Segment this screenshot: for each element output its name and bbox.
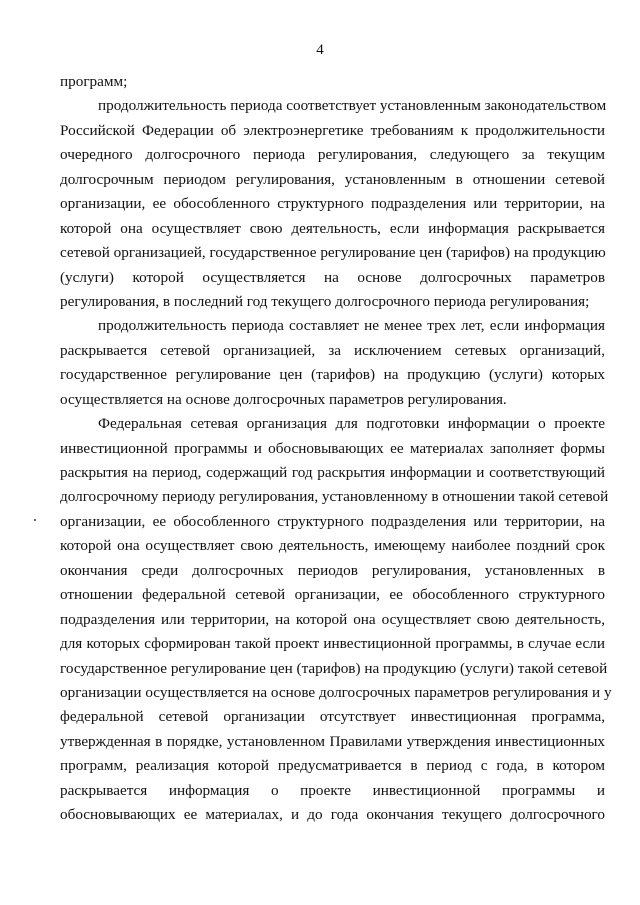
text-line: раскрывается сетевой организацией, за исключением сетевых организаций, [60, 341, 605, 359]
text-line: (услуги) которой осуществляется на основе долгосрочных параметров [60, 268, 605, 286]
text-line: Федеральная сетевая организация для подготовки информации о проекте [98, 415, 605, 433]
document-body [60, 70, 612, 828]
text-line: организации, ее обособленного структурного подразделения или территории, на [60, 195, 605, 213]
text-line: программ; [60, 73, 128, 90]
text-line: раскрывается информация о проекте инвестиционной программы и [60, 781, 605, 799]
text-line: продолжительность периода соответствует установленным законодательством [98, 97, 607, 115]
text-line: организации, ее обособленного структурного подразделения или территории, на [60, 512, 605, 530]
text-line: осуществляется на основе долгосрочных параметров регулирования. [60, 390, 507, 408]
text-line: окончания среди долгосрочных периодов регулирования, установленных в [60, 561, 605, 579]
text-line: организации осуществляется на основе долгосрочных параметров регулирования и у [60, 683, 612, 701]
text-line: федеральной сетевой организации отсутствует инвестиционная программа, [60, 708, 605, 726]
text-line: государственное регулирование цен (тарифов) на продукцию (услуги) которых [60, 366, 605, 384]
text-line: очередного долгосрочного периода регулирования, следующего за текущим [60, 146, 605, 164]
text-line: долгосрочному периоду регулирования, установленному в отношении такой сетевой [60, 488, 609, 506]
text-line: раскрытия на период, содержащий год раскрытия информации и соответствующий [60, 464, 605, 481]
text-line: государственное регулирование цен (тарифов) на продукцию (услуги) такой сетевой [60, 659, 608, 677]
text-line: программ, реализация которой предусматривается в период с года, в котором [60, 757, 605, 775]
text-line: подразделения или территории, на которой она осуществляет свою деятельность, [60, 610, 605, 628]
text-line: сетевой организацией, государственное регулирование цен (тарифов) на продукцию [60, 244, 606, 262]
text-line: долгосрочным периодом регулирования, установленным в отношении сетевой [60, 170, 605, 188]
text-line: которой она осуществляет свою деятельность, имеющему наиболее поздний срок [60, 537, 605, 555]
text-line: для которых сформирован такой проект инвестиционной программы, в случае если [60, 635, 605, 653]
text-line: Российской Федерации об электроэнергетике требованиям к продолжительности [60, 121, 605, 139]
page-number: 4 [316, 42, 324, 58]
text-line: отношении федеральной сетевой организации, ее обособленного структурного [60, 586, 605, 604]
text-line: обосновывающих ее материалах, и до года окончания текущего долгосрочного [60, 806, 605, 824]
text-line: утвержденная в порядке, установленном Правилами утверждения инвестиционных [60, 732, 605, 750]
text-line: которой она осуществляет свою деятельность, если информация раскрывается [60, 219, 605, 237]
scan-speck [34, 519, 36, 521]
text-line: инвестиционной программы и обосновывающих ее материалах заполняет формы [60, 439, 605, 457]
text-line: продолжительность периода составляет не менее трех лет, если информация [98, 317, 605, 335]
text-line: регулирования, в последний год текущего долгосрочного периода регулирования; [60, 292, 590, 310]
